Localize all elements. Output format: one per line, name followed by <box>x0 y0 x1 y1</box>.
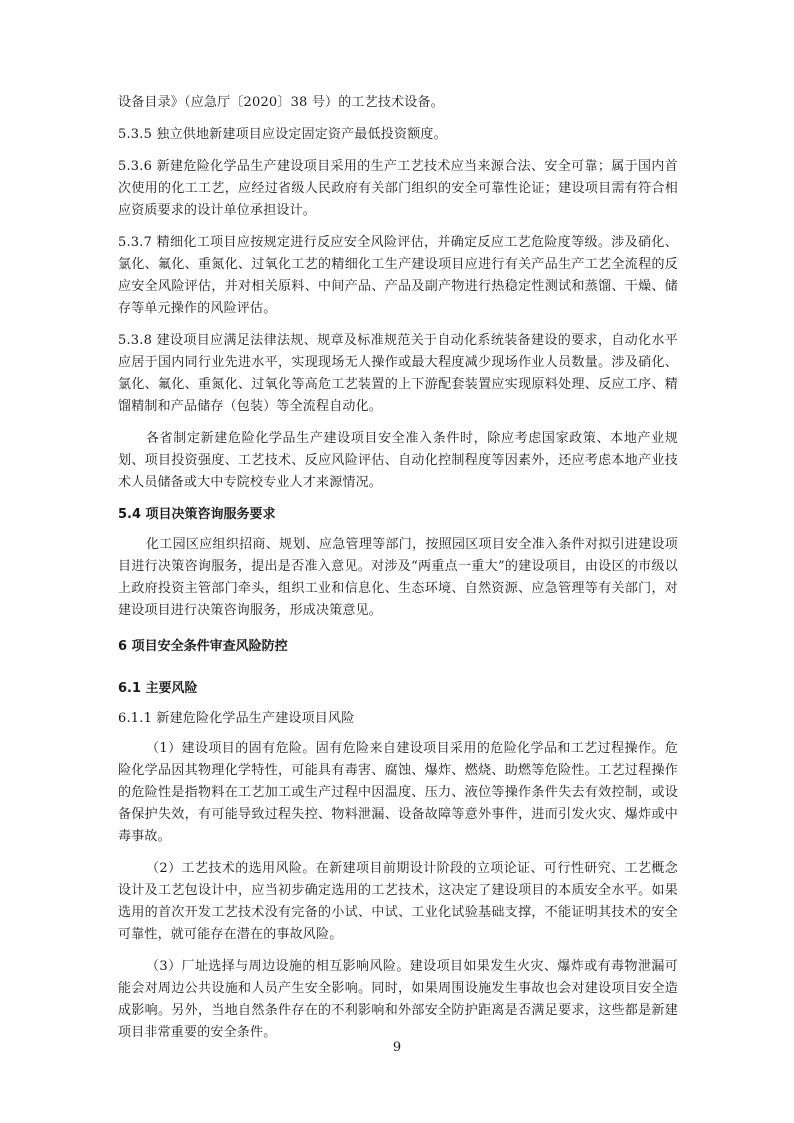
risk-item-3: （3）厂址选择与周边设施的相互影响风险。建设项目如果发生火灾、爆炸或有毒物泄漏可能会对周边公共设施和人员产生安全影响。同时，如果周围设施发生事故也会对建设项目安全造成影响。另外，当地自然条件存在的不利影响和外部安全防护距离是否满足要求，这些都是新建项目非常重要的安全条件。 <box>118 959 678 1040</box>
document-body <box>118 92 678 1054</box>
risk-item-2: （2）工艺技术的选用风险。在新建项目前期设计阶段的立项论证、可行性研究、工艺概念设计及工艺包设计中，应当初步确定选用的工艺技术，这决定了建设项目的本质安全水平。如果选用的首次开发工艺技术没有完备的小试、中试、工业化试验基础支撑，不能证明其技术的安全可靠性，就可能存在潜在的事故风险。 <box>118 861 678 942</box>
clause-5-3-7: 5.3.7 精细化工项目应按规定进行反应安全风险评估，并确定反应工艺危险度等级。涉及硝化、氯化、氟化、重氮化、过氧化工艺的精细化工生产建设项目应进行有关产品生产工艺全流程的反应安全风险评估，并对相关原料、中间产品、产品及副产物进行热稳定性测试和蒸馏、干燥、储存等单元操作的风险评估。 <box>118 235 678 316</box>
clause-5-3-6: 5.3.6 新建危险化学品生产建设项目采用的生产工艺技术应当来源合法、安全可靠；属于国内首次使用的化工工艺，应经过省级人民政府有关部门组织的安全可靠性论证；建设项目需有符合相应资质要求的设计单位承担设计。 <box>118 159 678 218</box>
page-number: 9 <box>392 1040 402 1055</box>
clause-5-3-5: 5.3.5 独立供地新建项目应设定固定资产最低投资额度。 <box>118 127 447 142</box>
clause-5-3-8: 5.3.8 建设项目应满足法律法规、规章及标准规范关于自动化系统装备建设的要求，自动化水平应居于国内同行业先进水平，实现现场无人操作或最大程度减少现场作业人员数量。涉及硝化、氯化、氟化、重氮化、过氧化等高危工艺装置的上下游配套装置应实现原料处理、反应工序、精馏精制和产品储存（包装）等全流程自动化。 <box>118 333 678 414</box>
section-6-heading: 6 项目安全条件审查风险防控 <box>118 639 288 654</box>
paragraph-continuation: 设备目录》（应急厅〔2020〕38 号）的工艺技术设备。 <box>118 95 444 110</box>
section-5-4-paragraph: 化工园区应组织招商、规划、应急管理等部门，按照园区项目安全准入条件对拟引进建设项目进行决策咨询服务，提出是否准入意见。对涉及“两重点一重大”的建设项目，由设区的市级以上政府投资主管部门牵头，组织工业和信息化、生态环境、自然资源、应急管理等有关部门，对建设项目进行决策咨询服务，形成决策意见。 <box>118 537 678 618</box>
risk-item-1: （1）建设项目的固有危险。固有危险来自建设项目采用的危险化学品和工艺过程操作。危险化学品因其物理化学特性，可能具有毒害、腐蚀、爆炸、燃烧、助燃等危险性。工艺过程操作的危险性是指物料在工艺加工或生产过程中因温度、压力、液位等操作条件失去有效控制，或设备保护失效，有可能导致过程失控、物料泄漏、设备故障等意外事件，进而引发火灾、爆炸或中毒事故。 <box>118 741 678 844</box>
section-6-1-heading: 6.1 主要风险 <box>118 681 198 696</box>
provincial-note-paragraph: 各省制定新建危险化学品生产建设项目安全准入条件时，除应考虑国家政策、本地产业规划、项目投资强度、工艺技术、反应风险评估、自动化控制程度等因素外，还应考虑本地产业技术人员储备或大中专院校专业人才来源情况。 <box>118 431 678 490</box>
section-6-1-1-heading: 6.1.1 新建危险化学品生产建设项目风险 <box>118 711 355 726</box>
section-5-4-heading: 5.4 项目决策咨询服务要求 <box>118 507 276 522</box>
